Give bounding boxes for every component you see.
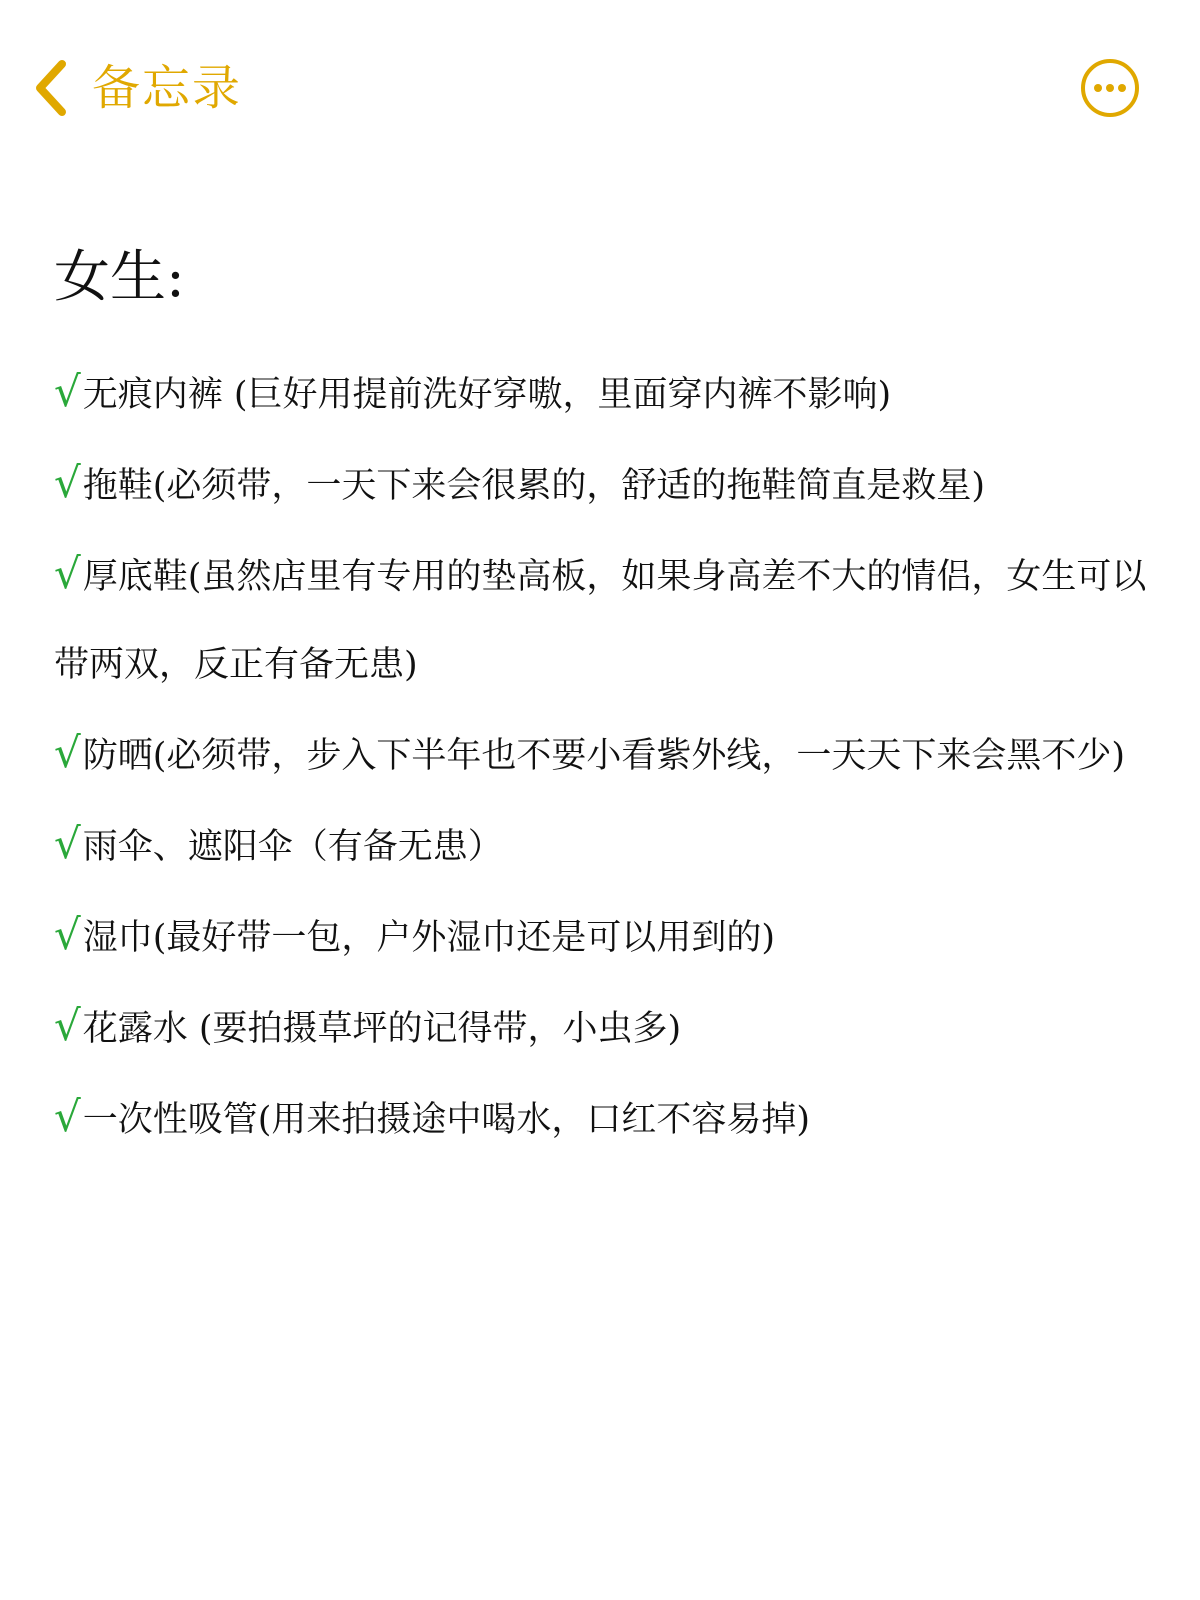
check-mark-icon: √: [54, 910, 81, 959]
note-list-item: [54, 439, 1164, 530]
check-mark-icon: √: [54, 1001, 81, 1050]
note-body[interactable]: [54, 245, 1164, 1164]
note-list-item: [54, 348, 1164, 439]
note-list-item: [54, 800, 1164, 891]
check-mark-icon: √: [54, 549, 81, 598]
note-list-item: [54, 982, 1164, 1073]
back-label: 备忘录: [92, 60, 243, 116]
chevron-left-icon: [30, 56, 74, 120]
note-item-text: 防晒(必须带，步入下半年也不要小看紫外线，一天天下来会黑不少): [82, 736, 1126, 776]
note-item-text: 雨伞、遮阳伞（有备无患）: [82, 827, 503, 867]
note-list-item: [54, 1073, 1164, 1164]
check-mark-icon: √: [54, 819, 81, 868]
more-options-button[interactable]: [1080, 58, 1140, 118]
note-list-item: [54, 709, 1164, 800]
note-list-item: [54, 891, 1164, 982]
check-mark-icon: √: [54, 458, 81, 507]
note-item-text: 厚底鞋(虽然店里有专用的垫高板，如果身高差不大的情侣，女生可以带两双，反正有备无患): [54, 557, 1147, 685]
navigation-bar: [0, 0, 1200, 180]
check-mark-icon: √: [54, 1092, 81, 1141]
note-item-text: 花露水 (要拍摄草坪的记得带，小虫多): [82, 1009, 682, 1049]
more-ellipsis-icon: [1080, 58, 1140, 118]
note-section-title: 女生:: [54, 245, 185, 310]
note-list-item: [54, 530, 1164, 709]
back-button[interactable]: [30, 52, 242, 124]
check-mark-icon: √: [54, 728, 81, 777]
check-mark-icon: √: [54, 367, 81, 416]
note-item-text: 拖鞋(必须带，一天下来会很累的，舒适的拖鞋简直是救星): [82, 466, 986, 506]
note-item-text: 无痕内裤 (巨好用提前洗好穿嗷，里面穿内裤不影响): [82, 375, 892, 415]
note-item-text: 湿巾(最好带一包，户外湿巾还是可以用到的): [82, 918, 776, 958]
note-item-text: 一次性吸管(用来拍摄途中喝水，口红不容易掉): [82, 1100, 811, 1140]
